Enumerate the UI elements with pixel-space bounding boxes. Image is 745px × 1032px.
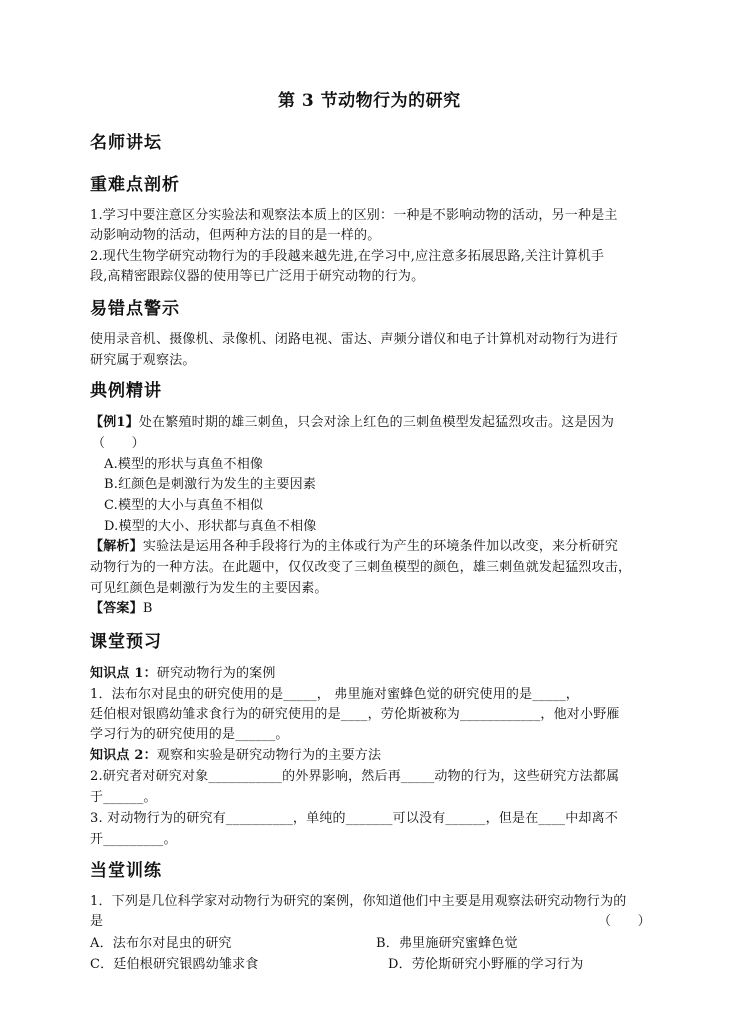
knowledge-label: 知识点 1： <box>90 666 157 681</box>
analysis-line: 可见红颜色是刺激行为发生的主要因素。 <box>90 581 328 596</box>
answer-value: B <box>142 601 153 616</box>
text-line: 研究属于观察法。 <box>90 353 196 368</box>
example-stem-text: 处在繁殖时期的雄三刺鱼，只会对涂上红色的三刺鱼模型发起猛烈攻击。这是因为 <box>138 415 615 430</box>
question-line: 是 <box>90 914 104 929</box>
text-line: 1.学习中要注意区分实验法和观察法本质上的区别：一种是不影响动物的活动，另一种是主 <box>90 208 618 223</box>
option-b: B．弗里施研究蜜蜂色觉 <box>376 936 518 951</box>
question-line: 2.研究者对研究对象___________的外界影响，然后再_____动物的行为，这些研究方法都属 <box>90 769 620 784</box>
section-heading-mingshi: 名师讲坛 <box>90 133 162 153</box>
option-c: C.模型的大小与真鱼不相似 <box>104 498 264 513</box>
knowledge-point-2 <box>90 744 381 763</box>
answer-tag: 【答案】 <box>90 601 143 616</box>
section-heading-xunlian: 当堂训练 <box>90 861 162 881</box>
option-a: A．法布尔对昆虫的研究 <box>90 936 232 951</box>
option-c: C．廷伯根研究银鸥幼雏求食 <box>90 957 259 972</box>
section-heading-yuxi: 课堂预习 <box>90 632 162 652</box>
option-d: D．劳伦斯研究小野雁的学习行为 <box>388 957 584 972</box>
knowledge-label: 知识点 2： <box>90 748 157 763</box>
question-line: 学习行为的研究使用的是______。 <box>90 727 289 742</box>
analysis-tag: 【解析】 <box>90 539 143 554</box>
question-line: 于______。 <box>90 790 157 805</box>
example-tag: 【例1】 <box>90 415 139 430</box>
answer-line <box>90 597 153 616</box>
section-heading-dianli: 典例精讲 <box>90 381 162 401</box>
knowledge-point-1 <box>90 662 276 681</box>
answer-paren: （ ） <box>92 436 145 451</box>
option-b: B.红颜色是刺激行为发生的主要因素 <box>104 477 317 492</box>
section-heading-zhongnan: 重难点剖析 <box>90 175 180 195</box>
question-line: 开_________。 <box>90 832 177 847</box>
text-line: 使用录音机、摄像机、录像机、闭路电视、雷达、声频分谱仪和电子计算机对动物行为进行 <box>90 332 619 347</box>
option-a: A.模型的形状与真鱼不相像 <box>104 457 264 472</box>
question-line: 廷伯根对银鸥幼雏求食行为的研究使用的是____，劳伦斯被称为____________，他对小野雁 <box>90 707 620 722</box>
text-line: 段,高精密跟踪仪器的使用等已广泛用于研究动物的行为。 <box>90 269 425 284</box>
analysis-line: 动物行为的一种方法。在此题中，仅仅改变了三刺鱼模型的颜色，雄三刺鱼就发起猛烈攻击， <box>90 560 632 575</box>
section-heading-yicuo: 易错点警示 <box>90 299 180 319</box>
page-title: 第 3 节动物行为的研究 <box>278 91 461 111</box>
analysis-text: 实验法是运用各种手段将行为的主体或行为产生的环境条件加以改变，来分析研究 <box>142 539 619 554</box>
answer-paren: （ ） <box>598 914 651 929</box>
question-line: 1．下列是几位科学家对动物行为研究的案例，你知道他们中主要是用观察法研究动物行为的 <box>90 894 627 909</box>
knowledge-text: 研究动物行为的案例 <box>156 666 276 681</box>
question-line: 1．法布尔对昆虫的研究使用的是_____， 弗里施对蜜蜂色觉的研究使用的是_____， <box>90 687 580 702</box>
knowledge-text: 观察和实验是研究动物行为的主要方法 <box>156 748 382 763</box>
text-line: 动影响动物的活动，但两种方法的目的是一样的。 <box>90 228 381 243</box>
question-line: 3. 对动物行为的研究有__________，单纯的_______可以没有______，但是在____中却离不 <box>90 811 619 826</box>
option-d: D.模型的大小、形状都与真鱼不相像 <box>104 519 317 534</box>
analysis-line <box>90 535 618 554</box>
example-stem <box>90 411 614 430</box>
text-line: 2.现代生物学研究动物行为的手段越来越先进,在学习中,应注意多拓展思路,关注计算机手 <box>90 249 605 264</box>
